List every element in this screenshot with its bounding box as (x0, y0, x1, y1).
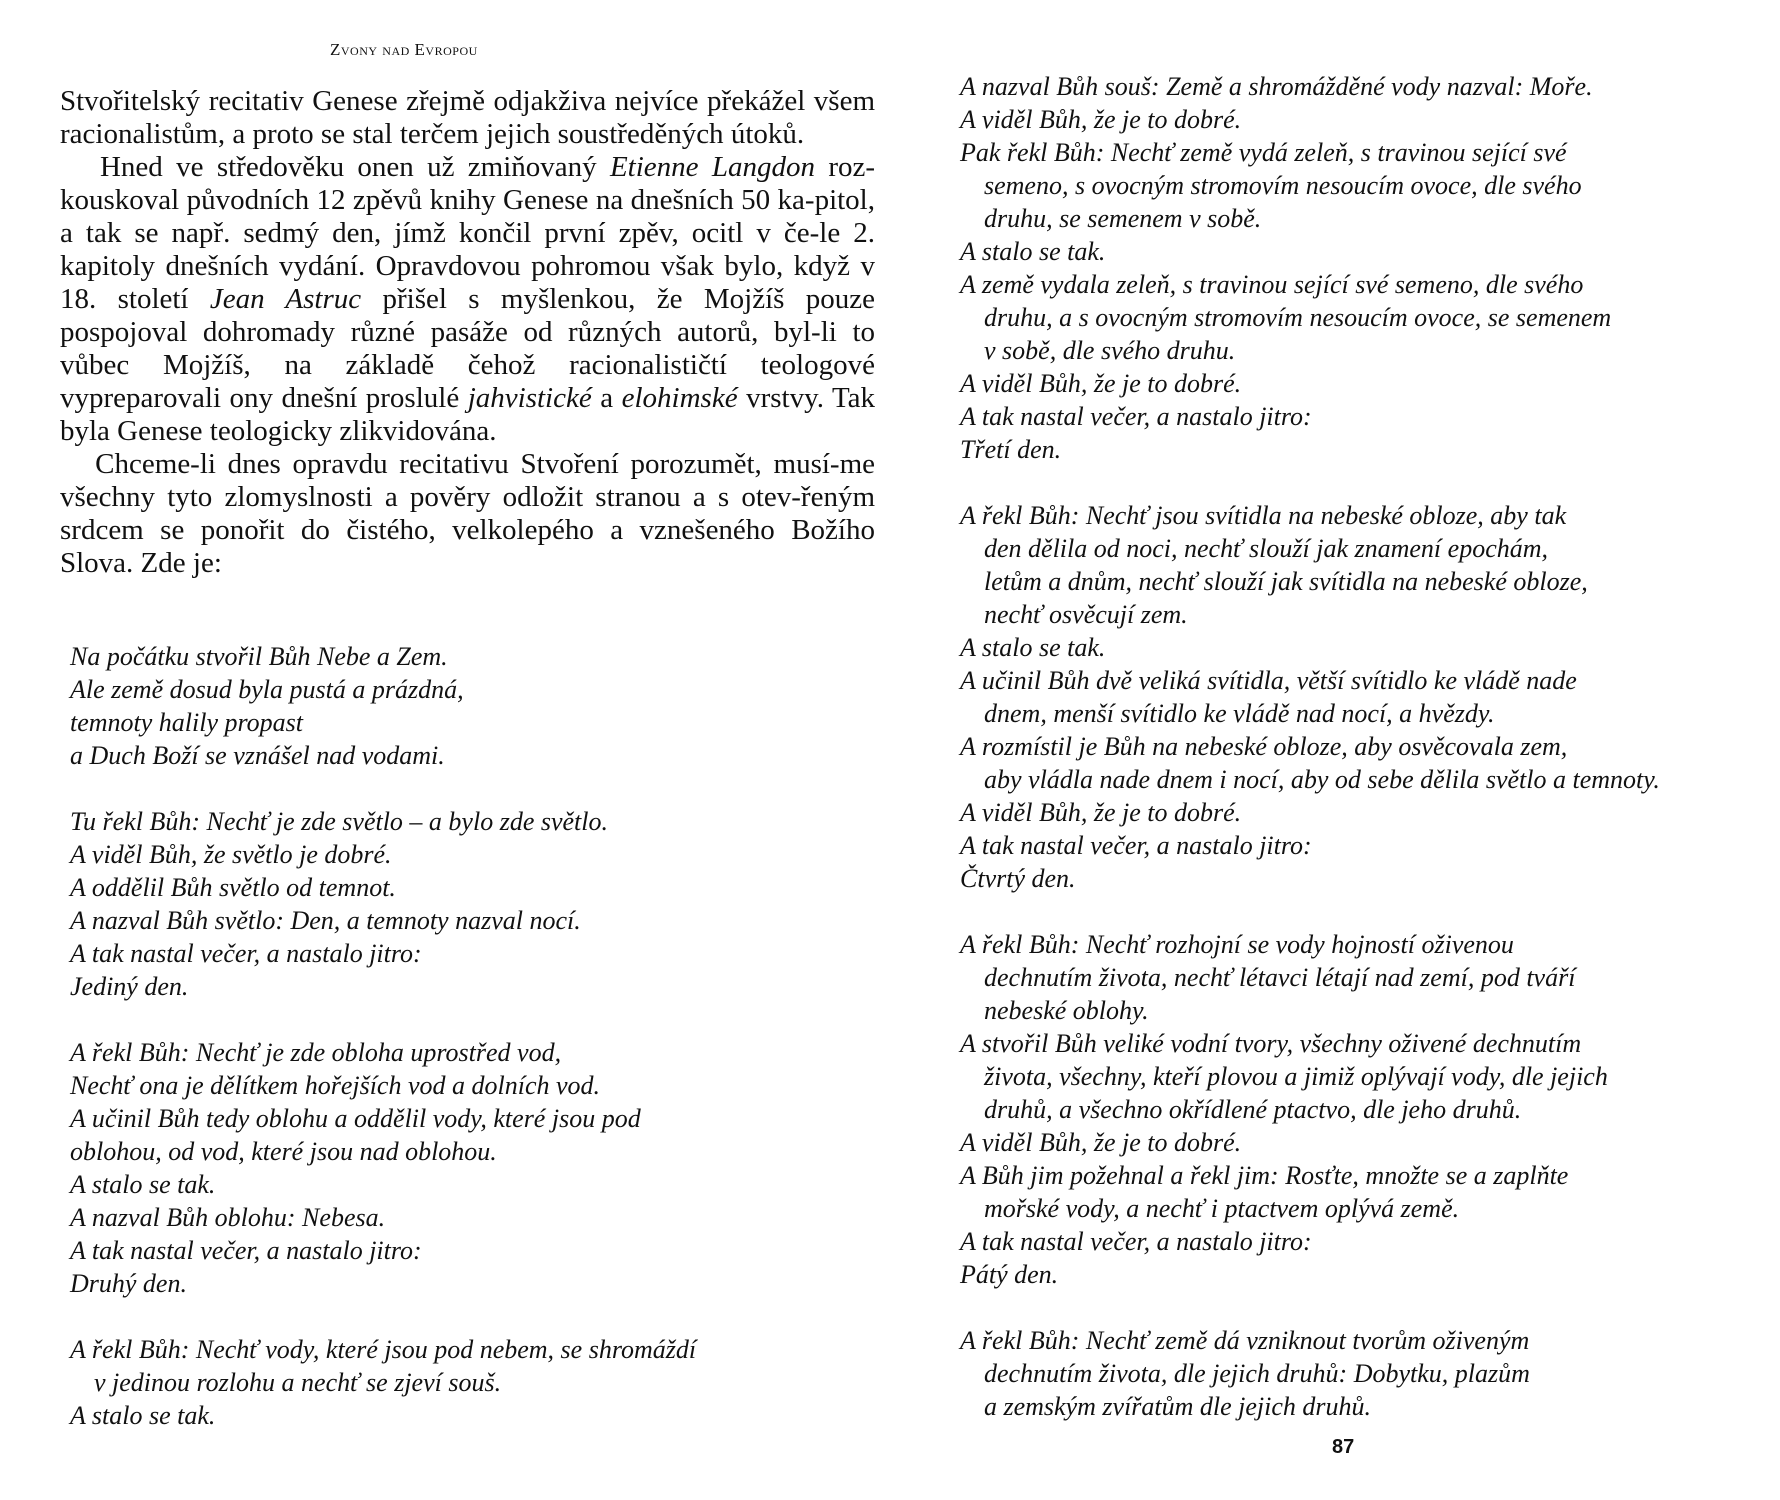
verse-line: Třetí den. (960, 435, 1062, 464)
verse-line: oblohou, od vod, které jsou nad oblohou. (70, 1137, 497, 1166)
verse-line: den dělila od noci, nechť slouží jak znamení epochám, (984, 534, 1549, 563)
verse-line: A tak nastal večer, a nastalo jitro: (70, 1236, 422, 1265)
verse-line: A stalo se tak. (960, 237, 1106, 266)
verse-line: A tak nastal večer, a nastalo jitro: (70, 939, 422, 968)
verse-line: A řekl Bůh: Nechť rozhojní se vody hojností oživenou (960, 930, 1514, 959)
verse-line: A země vydala zeleň, s travinou sející své semeno, dle svého (960, 270, 1584, 299)
verse-line: aby vládla nade dnem i nocí, aby od sebe dělila světlo a temnoty. (984, 765, 1660, 794)
verse-line: druhu, a s ovocným stromovím nesoucím ovoce, se semenem (984, 303, 1612, 332)
verse-line: A stalo se tak. (70, 1401, 216, 1430)
right-verse (960, 70, 1660, 1423)
verse-line: a zemským zvířatům dle jejich druhů. (984, 1392, 1372, 1421)
verse-line: A viděl Bůh, že je to dobré. (960, 105, 1242, 134)
verse-line: A stalo se tak. (70, 1170, 216, 1199)
verse-stanza (960, 928, 1660, 1291)
verse-line: A tak nastal večer, a nastalo jitro: (960, 831, 1312, 860)
verse-line: A řekl Bůh: Nechť je zde obloha uprostřed vod, (70, 1038, 562, 1067)
verse-stanza (960, 1324, 1660, 1423)
verse-line: A učinil Bůh dvě veliká svítidla, větší svítidlo ke vládě nade (960, 666, 1577, 695)
verse-stanza (70, 640, 696, 772)
verse-line: života, všechny, kteří plovou a jimiž oplývají vody, dle jejich (984, 1062, 1608, 1091)
verse-line: A viděl Bůh, že je to dobré. (960, 798, 1242, 827)
verse-line: dechnutím života, dle jejich druhů: Dobytku, plazům (984, 1359, 1530, 1388)
verse-line: A tak nastal večer, a nastalo jitro: (960, 402, 1312, 431)
verse-line: v sobě, dle svého druhu. (984, 336, 1236, 365)
verse-line: A rozmístil je Bůh na nebeské obloze, aby osvěcovala zem, (960, 732, 1568, 761)
page-number: 87 (1332, 1436, 1355, 1458)
verse-line: A řekl Bůh: Nechť vody, které jsou pod nebem, se shromáždí (70, 1335, 697, 1364)
prose-text (60, 85, 875, 580)
verse-line: A nazval Bůh světlo: Den, a temnoty nazval nocí. (70, 906, 581, 935)
verse-line: Pátý den. (960, 1260, 1059, 1289)
verse-stanza (960, 499, 1660, 895)
verse-line: A stalo se tak. (960, 633, 1106, 662)
verse-line: A oddělil Bůh světlo od temnot. (70, 873, 396, 902)
verse-line: nebeské oblohy. (984, 996, 1149, 1025)
prose-paragraph-3: Chceme-li dnes opravdu recitativu Stvoření porozumět, musí-me všechny tyto zlomyslnosti a pověry odložit stranou a s otev-řeným srdcem se ponořit do čistého, velkolepého a vznešeného Božího Slova. Zde je: (60, 448, 875, 579)
verse-line: Na počátku stvořil Bůh Nebe a Zem. (70, 642, 448, 671)
verse-line: A nazval Bůh oblohu: Nebesa. (70, 1203, 386, 1232)
verse-line: A viděl Bůh, že světlo je dobré. (70, 840, 392, 869)
verse-line: druhu, se semenem v sobě. (984, 204, 1262, 233)
verse-line: A Bůh jim požehnal a řekl jim: Rosťte, množte se a zaplňte (960, 1161, 1569, 1190)
verse-line: Ale země dosud byla pustá a prázdná, (70, 675, 464, 704)
verse-stanza (960, 70, 1660, 466)
verse-line: mořské vody, a nechť i ptactvem oplývá země. (984, 1194, 1460, 1223)
verse-line: a Duch Boží se vznášel nad vodami. (70, 741, 445, 770)
verse-line: druhů, a všechno okřídlené ptactvo, dle jeho druhů. (984, 1095, 1522, 1124)
verse-line: A viděl Bůh, že je to dobré. (960, 369, 1242, 398)
verse-line: A řekl Bůh: Nechť jsou svítidla na nebeské obloze, aby tak (960, 501, 1567, 530)
verse-line: nechť osvěcují zem. (984, 600, 1188, 629)
verse-line: Čtvrtý den. (960, 864, 1076, 893)
verse-line: A učinil Bůh tedy oblohu a oddělil vody, které jsou pod (70, 1104, 641, 1133)
verse-line: A stvořil Bůh veliké vodní tvory, všechny oživené dechnutím (960, 1029, 1582, 1058)
verse-line: Tu řekl Bůh: Nechť je zde světlo – a bylo zde světlo. (70, 807, 609, 836)
name-etienne-langdon: Etienne Langdon (609, 151, 815, 183)
verse-line: A viděl Bůh, že je to dobré. (960, 1128, 1242, 1157)
verse-line: Pak řekl Bůh: Nechť země vydá zeleň, s travinou sející své (960, 138, 1567, 167)
prose-paragraph-2: Hned ve středověku onen už zmiňovaný Etienne Langdon roz-kouskoval původních 12 zpěvů knihy Genese na dnešních 50 ka-pitol, a tak se např. sedmý den, jímž končil první zpěv, ocitl v če-le 2. kapitoly dnešních vydání. Opravdovou pohromou však bylo, když v 18. století Jean Astruc přišel s myšlenkou, že Mojžíš pouze pospojoval dohromady různé pasáže od různých autorů, byl-li to vůbec Mojžíš, na základě čehož racionalističtí teologové vypreparovali ony dnešní proslulé jahvistické a elohimské vrstvy. Tak byla Genese teologicky zlikvidována. (60, 151, 876, 447)
verse-line: A nazval Bůh souš: Země a shromážděné vody nazval: Moře. (960, 72, 1593, 101)
running-head: Zvony nad Evropou (330, 40, 478, 59)
verse-line: Druhý den. (70, 1269, 187, 1298)
verse-stanza (70, 1333, 696, 1432)
verse-line: semeno, s ovocným stromovím nesoucím ovoce, dle svého (984, 171, 1582, 200)
verse-stanza (70, 1036, 696, 1300)
verse-stanza (70, 805, 696, 1003)
prose-paragraph-1: Stvořitelský recitativ Genese zřejmě odjakživa nejvíce překážel všem racionalistům, a proto se stal terčem jejich soustředěných útoků. (60, 85, 875, 150)
verse-line: A řekl Bůh: Nechť země dá vzniknout tvorům oživeným (960, 1326, 1530, 1355)
verse-line: Jediný den. (70, 972, 189, 1001)
verse-line: Nechť ona je dělítkem hořejších vod a dolních vod. (70, 1071, 601, 1100)
verse-line: dnem, menší svítidlo ke vládě nad nocí, a hvězdy. (984, 699, 1495, 728)
left-verse (70, 640, 696, 1432)
verse-line: letům a dnům, nechť slouží jak svítidla na nebeské obloze, (984, 567, 1588, 596)
verse-line: temnoty halily propast (70, 708, 304, 737)
verse-line: A tak nastal večer, a nastalo jitro: (960, 1227, 1312, 1256)
verse-line: v jedinou rozlohu a nechť se zjeví souš. (94, 1368, 502, 1397)
verse-line: dechnutím života, nechť létavci létají nad zemí, pod tváří (984, 963, 1576, 992)
name-jean-astruc: Jean Astruc (209, 283, 362, 315)
